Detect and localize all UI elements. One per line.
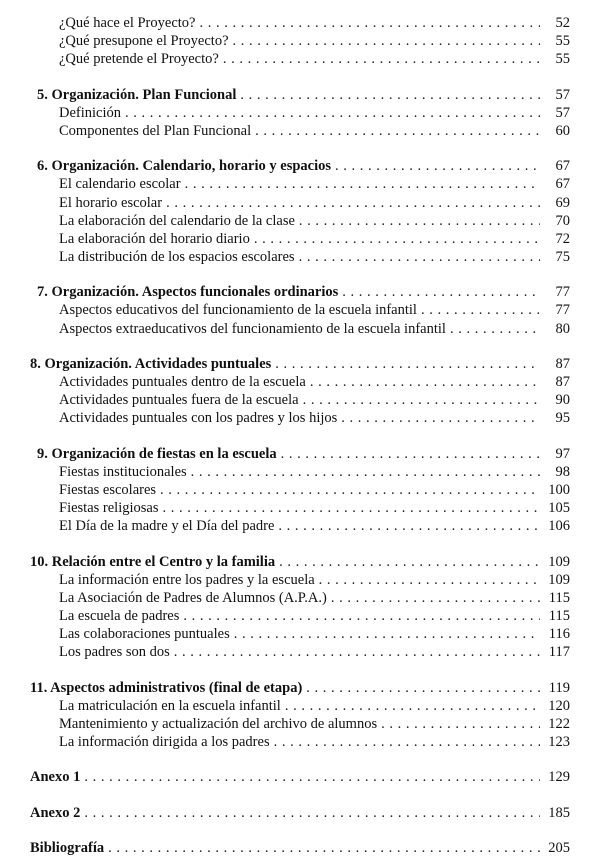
toc-section: [30, 283, 570, 338]
toc-chapter-entry[interactable]: [30, 839, 570, 857]
dot-leader: [279, 553, 540, 571]
toc-chapter-entry[interactable]: [30, 445, 570, 463]
entry-title: 8. Organización. Actividades puntuales: [30, 355, 272, 372]
dot-leader: [223, 50, 540, 68]
toc-subentry[interactable]: [30, 625, 570, 643]
entry-title: 9. Organización de fiestas en la escuela: [37, 445, 277, 462]
dot-leader: [84, 768, 540, 786]
dot-leader: [278, 517, 540, 535]
entry-title: 5. Organización. Plan Funcional: [37, 86, 237, 103]
entry-title: 7. Organización. Aspectos funcionales ordinarios: [37, 284, 339, 301]
entry-title: Aspectos educativos del funcionamiento de la escuela infantil: [59, 302, 417, 319]
entry-title: ¿Qué hace el Proyecto?: [59, 15, 196, 31]
toc-section: [30, 839, 570, 857]
entry-title: Definición: [59, 104, 122, 121]
dot-leader: [166, 194, 540, 212]
entry-title: El calendario escolar: [59, 176, 181, 193]
page-number: 77: [555, 302, 570, 319]
toc-subentry[interactable]: [30, 212, 570, 230]
entry-title: Fiestas institucionales: [59, 463, 187, 480]
entry-title: Actividades puntuales dentro de la escuela: [59, 374, 306, 390]
entry-title: La elaboración del horario diario: [59, 230, 250, 247]
toc-subentry[interactable]: [30, 230, 570, 248]
page-number: 109: [548, 571, 570, 588]
entry-title: Los padres son dos: [59, 644, 170, 661]
page-number: 70: [555, 212, 570, 229]
entry-title: La distribución de los espacios escolares: [59, 249, 295, 266]
page-number: 55: [555, 33, 570, 50]
toc-subentry[interactable]: [30, 643, 570, 661]
dot-leader: [275, 355, 540, 373]
dot-leader: [306, 679, 540, 697]
dot-leader: [310, 373, 540, 391]
page-number: 115: [548, 608, 570, 625]
page-number: 117: [548, 644, 570, 661]
toc-subentry[interactable]: [30, 122, 570, 140]
dot-leader: [160, 481, 540, 499]
dot-leader: [240, 86, 540, 104]
dot-leader: [185, 175, 540, 193]
page-number: 129: [548, 769, 570, 786]
entry-title: La información dirigida a los padres: [59, 734, 270, 751]
dot-leader: [381, 715, 540, 733]
toc-section: [30, 804, 570, 822]
toc-chapter-entry[interactable]: [30, 768, 570, 786]
page-number: 120: [548, 697, 570, 714]
toc-subentry[interactable]: [30, 499, 570, 517]
toc-chapter-entry[interactable]: [30, 553, 570, 571]
toc-subentry[interactable]: [30, 607, 570, 625]
page-number: 52: [555, 15, 570, 31]
entry-title: ¿Qué pretende el Proyecto?: [59, 51, 219, 68]
page-number: 100: [548, 481, 570, 498]
toc-section: [30, 679, 570, 752]
entry-title: Anexo 2: [30, 804, 81, 821]
dot-leader: [191, 463, 540, 481]
dot-leader: [331, 589, 540, 607]
page-number: 106: [548, 518, 570, 535]
entry-title: Componentes del Plan Funcional: [59, 122, 252, 139]
entry-title: Mantenimiento y actualización del archivo de alumnos: [59, 716, 378, 732]
toc-subentry[interactable]: [30, 248, 570, 266]
dot-leader: [335, 157, 540, 175]
page-number: 67: [555, 176, 570, 193]
toc-subentry[interactable]: [30, 733, 570, 751]
page-number: 115: [548, 589, 570, 606]
toc-subentry[interactable]: [30, 32, 570, 50]
toc-subentry[interactable]: [30, 481, 570, 499]
dot-leader: [342, 283, 540, 301]
dot-leader: [274, 733, 540, 751]
entry-title: 11. Aspectos administrativos (final de etapa): [30, 679, 303, 696]
page-number: 72: [555, 230, 570, 247]
dot-leader: [421, 301, 540, 319]
dot-leader: [199, 14, 540, 32]
dot-leader: [303, 391, 540, 409]
dot-leader: [254, 230, 540, 248]
toc-chapter-entry[interactable]: [30, 86, 570, 104]
page-number: 57: [555, 104, 570, 121]
toc-subentry[interactable]: [30, 715, 570, 733]
toc-subentry[interactable]: [30, 175, 570, 193]
page-number: 116: [548, 626, 570, 643]
toc-subentry[interactable]: [30, 463, 570, 481]
dot-leader: [299, 212, 540, 230]
entry-title: Fiestas escolares: [59, 481, 157, 498]
toc-subentry[interactable]: [30, 589, 570, 607]
entry-title: Bibliografía: [30, 839, 105, 856]
toc-subentry[interactable]: [30, 697, 570, 715]
entry-title: Anexo 1: [30, 769, 81, 786]
page-number: 57: [555, 86, 570, 103]
dot-leader: [319, 571, 540, 589]
page-number: 75: [555, 249, 570, 266]
entry-title: El Día de la madre y el Día del padre: [59, 518, 275, 535]
dot-leader: [255, 122, 540, 140]
dot-leader: [108, 839, 540, 857]
toc-section: [30, 445, 570, 536]
toc-section: [30, 14, 570, 69]
page-number: 69: [555, 194, 570, 211]
page-number: 123: [548, 734, 570, 751]
entry-title: Actividades puntuales con los padres y los hijos: [59, 410, 338, 427]
entry-title: La escuela de padres: [59, 608, 180, 625]
toc-subentry[interactable]: [30, 571, 570, 589]
entry-title: Actividades puntuales fuera de la escuela: [59, 392, 299, 409]
page-number: 205: [548, 839, 570, 856]
table-of-contents: [30, 14, 570, 857]
toc-chapter-entry[interactable]: [30, 157, 570, 175]
toc-chapter-entry[interactable]: [30, 804, 570, 822]
entry-title: Las colaboraciones puntuales: [59, 626, 230, 643]
page-number: 185: [548, 804, 570, 821]
entry-title: ¿Qué presupone el Proyecto?: [59, 33, 229, 50]
entry-title: La Asociación de Padres de Alumnos (A.P.A.): [59, 589, 327, 606]
dot-leader: [299, 248, 540, 266]
page-number: 80: [555, 320, 570, 337]
page-number: 87: [555, 374, 570, 390]
toc-subentry[interactable]: [30, 104, 570, 122]
entry-title: 10. Relación entre el Centro y la familia: [30, 553, 276, 570]
toc-subentry[interactable]: [30, 301, 570, 319]
page-number: 77: [555, 284, 570, 301]
toc-section: [30, 355, 570, 428]
toc-subentry[interactable]: [30, 517, 570, 535]
page-number: 67: [555, 158, 570, 175]
dot-leader: [183, 607, 540, 625]
page-number: 98: [555, 463, 570, 480]
entry-title: Fiestas religiosas: [59, 500, 159, 517]
dot-leader: [233, 32, 540, 50]
page-number: 109: [548, 553, 570, 570]
page-number: 95: [555, 410, 570, 427]
toc-subentry[interactable]: [30, 409, 570, 427]
toc-subentry[interactable]: [30, 373, 570, 391]
page-number: 55: [555, 51, 570, 68]
dot-leader: [125, 104, 540, 122]
page-number: 119: [548, 679, 570, 696]
entry-title: 6. Organización. Calendario, horario y espacios: [37, 158, 332, 175]
toc-section: [30, 768, 570, 786]
dot-leader: [341, 409, 540, 427]
dot-leader: [234, 625, 540, 643]
page-number: 97: [555, 445, 570, 462]
entry-title: Aspectos extraeducativos del funcionamiento de la escuela infantil: [59, 320, 446, 337]
page-number: 60: [555, 122, 570, 139]
dot-leader: [174, 643, 540, 661]
dot-leader: [450, 320, 540, 338]
entry-title: La elaboración del calendario de la clase: [59, 212, 295, 229]
entry-title: La matriculación en la escuela infantil: [59, 697, 281, 714]
toc-section: [30, 157, 570, 266]
toc-subentry[interactable]: [30, 320, 570, 338]
entry-title: La información entre los padres y la escuela: [59, 571, 315, 588]
page-number: 87: [555, 355, 570, 372]
toc-subentry[interactable]: [30, 391, 570, 409]
toc-subentry[interactable]: [30, 50, 570, 68]
toc-section: [30, 86, 570, 141]
toc-chapter-entry[interactable]: [30, 283, 570, 301]
toc-chapter-entry[interactable]: [30, 679, 570, 697]
dot-leader: [162, 499, 540, 517]
entry-title: El horario escolar: [59, 194, 163, 211]
toc-chapter-entry[interactable]: [30, 355, 570, 373]
toc-section: [30, 553, 570, 662]
page-number: 122: [548, 716, 570, 732]
dot-leader: [84, 804, 540, 822]
toc-subentry[interactable]: [30, 194, 570, 212]
dot-leader: [285, 697, 540, 715]
toc-subentry[interactable]: [30, 14, 570, 32]
dot-leader: [281, 445, 540, 463]
page-number: 105: [548, 500, 570, 517]
page-number: 90: [555, 392, 570, 409]
